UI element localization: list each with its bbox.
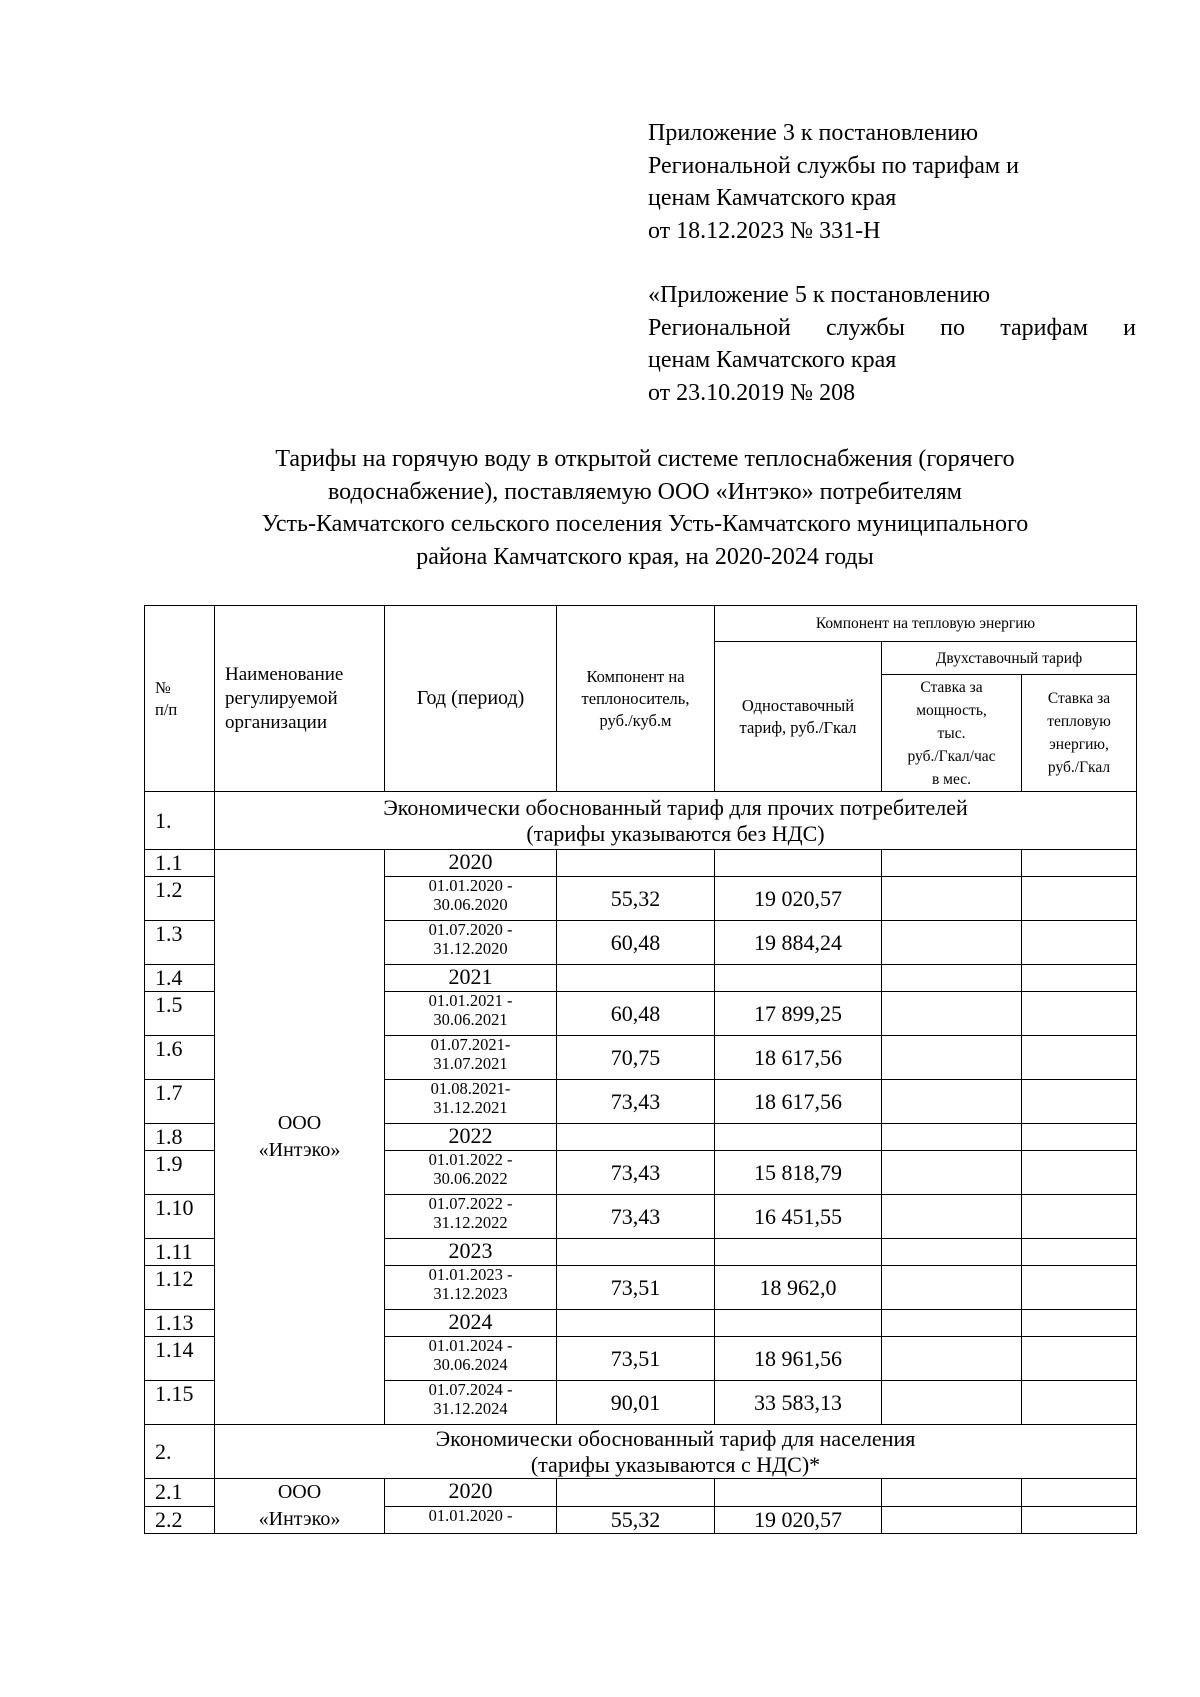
row-num: 1.3 [145, 921, 215, 965]
section-line: Экономически обоснованный тариф для прочих потребителей [383, 794, 968, 820]
period-line: 01.08.2021- [430, 1079, 511, 1098]
section-row [145, 1425, 1137, 1479]
carrier-value [557, 1310, 715, 1337]
row-num: 1.9 [145, 1151, 215, 1195]
row-num: 1.12 [145, 1266, 215, 1310]
header-line: тыс. [937, 724, 966, 742]
capacity-rate-value [882, 1124, 1022, 1151]
carrier-value: 73,51 [557, 1266, 715, 1310]
period-cell [385, 992, 557, 1036]
header-line: в мес. [931, 770, 972, 788]
carrier-value [557, 850, 715, 877]
single-rate-value [715, 1239, 882, 1266]
period-cell [385, 877, 557, 921]
appendix-original-reference [648, 279, 1136, 409]
carrier-value [557, 1239, 715, 1266]
header-line: мощность, [916, 701, 987, 719]
header-line: энергию, [1049, 736, 1109, 753]
org-name-line: ООО [277, 1112, 322, 1134]
row-num: 2.2 [145, 1506, 215, 1534]
appendix-line: от 18.12.2023 № 331-Н [648, 217, 881, 244]
capacity-rate-value [882, 1151, 1022, 1195]
carrier-value: 70,75 [557, 1036, 715, 1080]
header-org [215, 606, 385, 792]
period-line: 30.06.2024 [433, 1354, 508, 1374]
table-row [145, 1479, 1137, 1507]
period-cell [385, 1195, 557, 1239]
period-line: 31.12.2020 [433, 938, 508, 958]
row-num: 1.13 [145, 1310, 215, 1337]
period-line: 31.12.2024 [433, 1398, 508, 1418]
single-rate-value: 19 020,57 [715, 877, 882, 921]
section-num: 2. [145, 1425, 215, 1479]
energy-rate-value [1022, 1266, 1137, 1310]
appendix-line: Приложение 3 к постановлению [648, 120, 979, 146]
carrier-value: 73,43 [557, 1080, 715, 1124]
single-rate-value: 17 899,25 [715, 992, 882, 1036]
single-rate-value [715, 1310, 882, 1337]
capacity-rate-value [882, 965, 1022, 992]
period-cell [385, 1080, 557, 1124]
capacity-rate-value [882, 1239, 1022, 1266]
header-single-rate [715, 642, 882, 792]
single-rate-value: 15 818,79 [715, 1151, 882, 1195]
period-line: 01.07.2020 - [428, 920, 513, 939]
appendix-line: «Приложение 5 к постановлению [648, 282, 991, 308]
header-line: руб./куб.м [599, 710, 672, 730]
table-row [145, 850, 1137, 877]
period-line: 01.01.2020 - [428, 876, 513, 895]
period-line: 01.07.2024 - [428, 1380, 513, 1399]
period-line: 01.01.2022 - [428, 1150, 513, 1169]
row-num: 1.11 [145, 1239, 215, 1266]
energy-rate-value [1022, 1195, 1137, 1239]
carrier-value [557, 1124, 715, 1151]
period-cell [385, 1036, 557, 1080]
period-line: 01.07.2021- [430, 1035, 511, 1054]
header-line: руб./Гкал [1047, 759, 1111, 776]
org-name-line: «Интэко» [258, 1139, 341, 1161]
single-rate-value [715, 1479, 882, 1507]
carrier-value [557, 965, 715, 992]
section-title [215, 792, 1137, 850]
period-cell [385, 1337, 557, 1381]
period-cell [385, 1266, 557, 1310]
energy-rate-value [1022, 921, 1137, 965]
org-name-line: ООО [277, 1481, 322, 1503]
period-line: 31.12.2022 [433, 1212, 508, 1232]
header-thermal-group: Компонент на тепловую энергию [715, 606, 1137, 642]
document-title [140, 443, 1150, 573]
year-cell: 2020 [385, 850, 557, 877]
energy-rate-value [1022, 992, 1137, 1036]
row-num: 1.2 [145, 877, 215, 921]
header-year: Год (период) [385, 606, 557, 792]
header-line: Наименование [225, 663, 344, 685]
carrier-value: 55,32 [557, 877, 715, 921]
capacity-rate-value [882, 1266, 1022, 1310]
header-line: Ставка за [1047, 690, 1111, 707]
row-num: 1.4 [145, 965, 215, 992]
capacity-rate-value [882, 1337, 1022, 1381]
energy-rate-value [1022, 1381, 1137, 1425]
row-num: 1.1 [145, 850, 215, 877]
header-line: тепловую [1047, 713, 1111, 730]
capacity-rate-value [882, 877, 1022, 921]
appendix-line: ценам Камчатского края [648, 347, 897, 373]
period-cell [385, 921, 557, 965]
period-line: 31.12.2023 [433, 1283, 508, 1303]
capacity-rate-value [882, 1381, 1022, 1425]
energy-rate-value [1022, 965, 1137, 992]
carrier-value [557, 1479, 715, 1507]
appendix-line: от 23.10.2019 № 208 [648, 379, 856, 406]
appendix-current-reference [648, 117, 1136, 247]
capacity-rate-value [882, 1036, 1022, 1080]
carrier-value: 60,48 [557, 992, 715, 1036]
capacity-rate-value [882, 992, 1022, 1036]
capacity-rate-value [882, 1310, 1022, 1337]
capacity-rate-value [882, 1506, 1022, 1534]
carrier-value: 90,01 [557, 1381, 715, 1425]
period-line: 01.01.2024 - [428, 1336, 513, 1355]
period-cell [385, 1506, 557, 1534]
org-name-line: «Интэко» [258, 1508, 341, 1530]
period-cell [385, 1151, 557, 1195]
tariff-table [144, 605, 1137, 1534]
capacity-rate-value [882, 850, 1022, 877]
period-line: 01.01.2021 - [428, 991, 513, 1010]
row-num: 1.14 [145, 1337, 215, 1381]
capacity-rate-value [882, 1479, 1022, 1507]
carrier-value: 73,51 [557, 1337, 715, 1381]
org-name-cell [215, 1479, 385, 1534]
section-line: (тарифы указываются без НДС) [526, 820, 825, 846]
single-rate-value: 16 451,55 [715, 1195, 882, 1239]
carrier-value: 73,43 [557, 1151, 715, 1195]
year-cell: 2020 [385, 1479, 557, 1507]
header-num [145, 606, 215, 792]
header-line: Ставка за [920, 678, 983, 696]
header-line: тариф, руб./Гкал [739, 717, 857, 737]
header-line: № [155, 677, 171, 697]
appendix-line: Региональной службы по тарифам и [648, 152, 1019, 179]
period-line: 30.06.2022 [433, 1168, 508, 1188]
org-name-cell [215, 850, 385, 1425]
header-capacity-rate [882, 675, 1022, 792]
period-line: 01.01.2020 - [428, 1505, 513, 1525]
row-num: 1.10 [145, 1195, 215, 1239]
title-line: водоснабжение), поставляемую ООО «Интэко» потребителям [328, 478, 962, 505]
single-rate-value [715, 965, 882, 992]
energy-rate-value [1022, 1337, 1137, 1381]
appendix-line: Региональной службы по тарифам и [648, 314, 1136, 341]
single-rate-value: 19 884,24 [715, 921, 882, 965]
capacity-rate-value [882, 1080, 1022, 1124]
year-cell: 2023 [385, 1239, 557, 1266]
section-row [145, 792, 1137, 850]
energy-rate-value [1022, 850, 1137, 877]
single-rate-value [715, 1124, 882, 1151]
header-energy-rate [1022, 675, 1137, 792]
period-cell [385, 1381, 557, 1425]
section-num: 1. [145, 792, 215, 850]
period-line: 01.01.2023 - [428, 1265, 513, 1284]
appendix-line: ценам Камчатского края [648, 185, 897, 211]
single-rate-value: 19 020,57 [715, 1506, 882, 1534]
section-title [215, 1425, 1137, 1479]
header-line: теплоноситель, [581, 688, 690, 708]
single-rate-value [715, 850, 882, 877]
energy-rate-value [1022, 1310, 1137, 1337]
header-line: руб./Гкал/час [907, 747, 996, 765]
capacity-rate-value [882, 921, 1022, 965]
energy-rate-value [1022, 1506, 1137, 1534]
row-num: 1.5 [145, 992, 215, 1036]
row-num: 2.1 [145, 1479, 215, 1507]
header-line: регулируемой [225, 687, 338, 709]
header-line: п/п [155, 699, 178, 719]
energy-rate-value [1022, 1036, 1137, 1080]
period-line: 30.06.2021 [433, 1009, 508, 1029]
year-cell: 2024 [385, 1310, 557, 1337]
header-carrier [557, 606, 715, 792]
single-rate-value: 18 962,0 [715, 1266, 882, 1310]
section-line: (тарифы указываются с НДС)* [530, 1451, 821, 1477]
header-line: Одноставочный [741, 695, 855, 715]
energy-rate-value [1022, 1239, 1137, 1266]
energy-rate-value [1022, 1080, 1137, 1124]
period-line: 01.07.2022 - [428, 1194, 513, 1213]
section-line: Экономически обоснованный тариф для населения [435, 1425, 916, 1451]
row-num: 1.8 [145, 1124, 215, 1151]
title-line: Усть-Камчатского сельского поселения Усть-Камчатского муниципального [261, 511, 1029, 537]
carrier-value: 73,43 [557, 1195, 715, 1239]
row-num: 1.15 [145, 1381, 215, 1425]
title-line: района Камчатского края, на 2020-2024 годы [416, 543, 874, 570]
title-line: Тарифы на горячую воду в открытой системе теплоснабжения (горячего [275, 446, 1015, 472]
row-num: 1.6 [145, 1036, 215, 1080]
header-line: организации [225, 711, 328, 733]
period-line: 31.07.2021 [433, 1053, 508, 1073]
energy-rate-value [1022, 1124, 1137, 1151]
capacity-rate-value [882, 1195, 1022, 1239]
row-num: 1.7 [145, 1080, 215, 1124]
single-rate-value: 33 583,13 [715, 1381, 882, 1425]
period-line: 30.06.2020 [433, 894, 508, 914]
energy-rate-value [1022, 877, 1137, 921]
single-rate-value: 18 617,56 [715, 1036, 882, 1080]
header-two-rate-group: Двухставочный тариф [882, 642, 1137, 675]
year-cell: 2021 [385, 965, 557, 992]
period-line: 31.12.2021 [433, 1097, 508, 1117]
year-cell: 2022 [385, 1124, 557, 1151]
header-line: Компонент на [586, 666, 685, 686]
single-rate-value: 18 617,56 [715, 1080, 882, 1124]
single-rate-value: 18 961,56 [715, 1337, 882, 1381]
energy-rate-value [1022, 1479, 1137, 1507]
carrier-value: 60,48 [557, 921, 715, 965]
carrier-value: 55,32 [557, 1506, 715, 1534]
energy-rate-value [1022, 1151, 1137, 1195]
